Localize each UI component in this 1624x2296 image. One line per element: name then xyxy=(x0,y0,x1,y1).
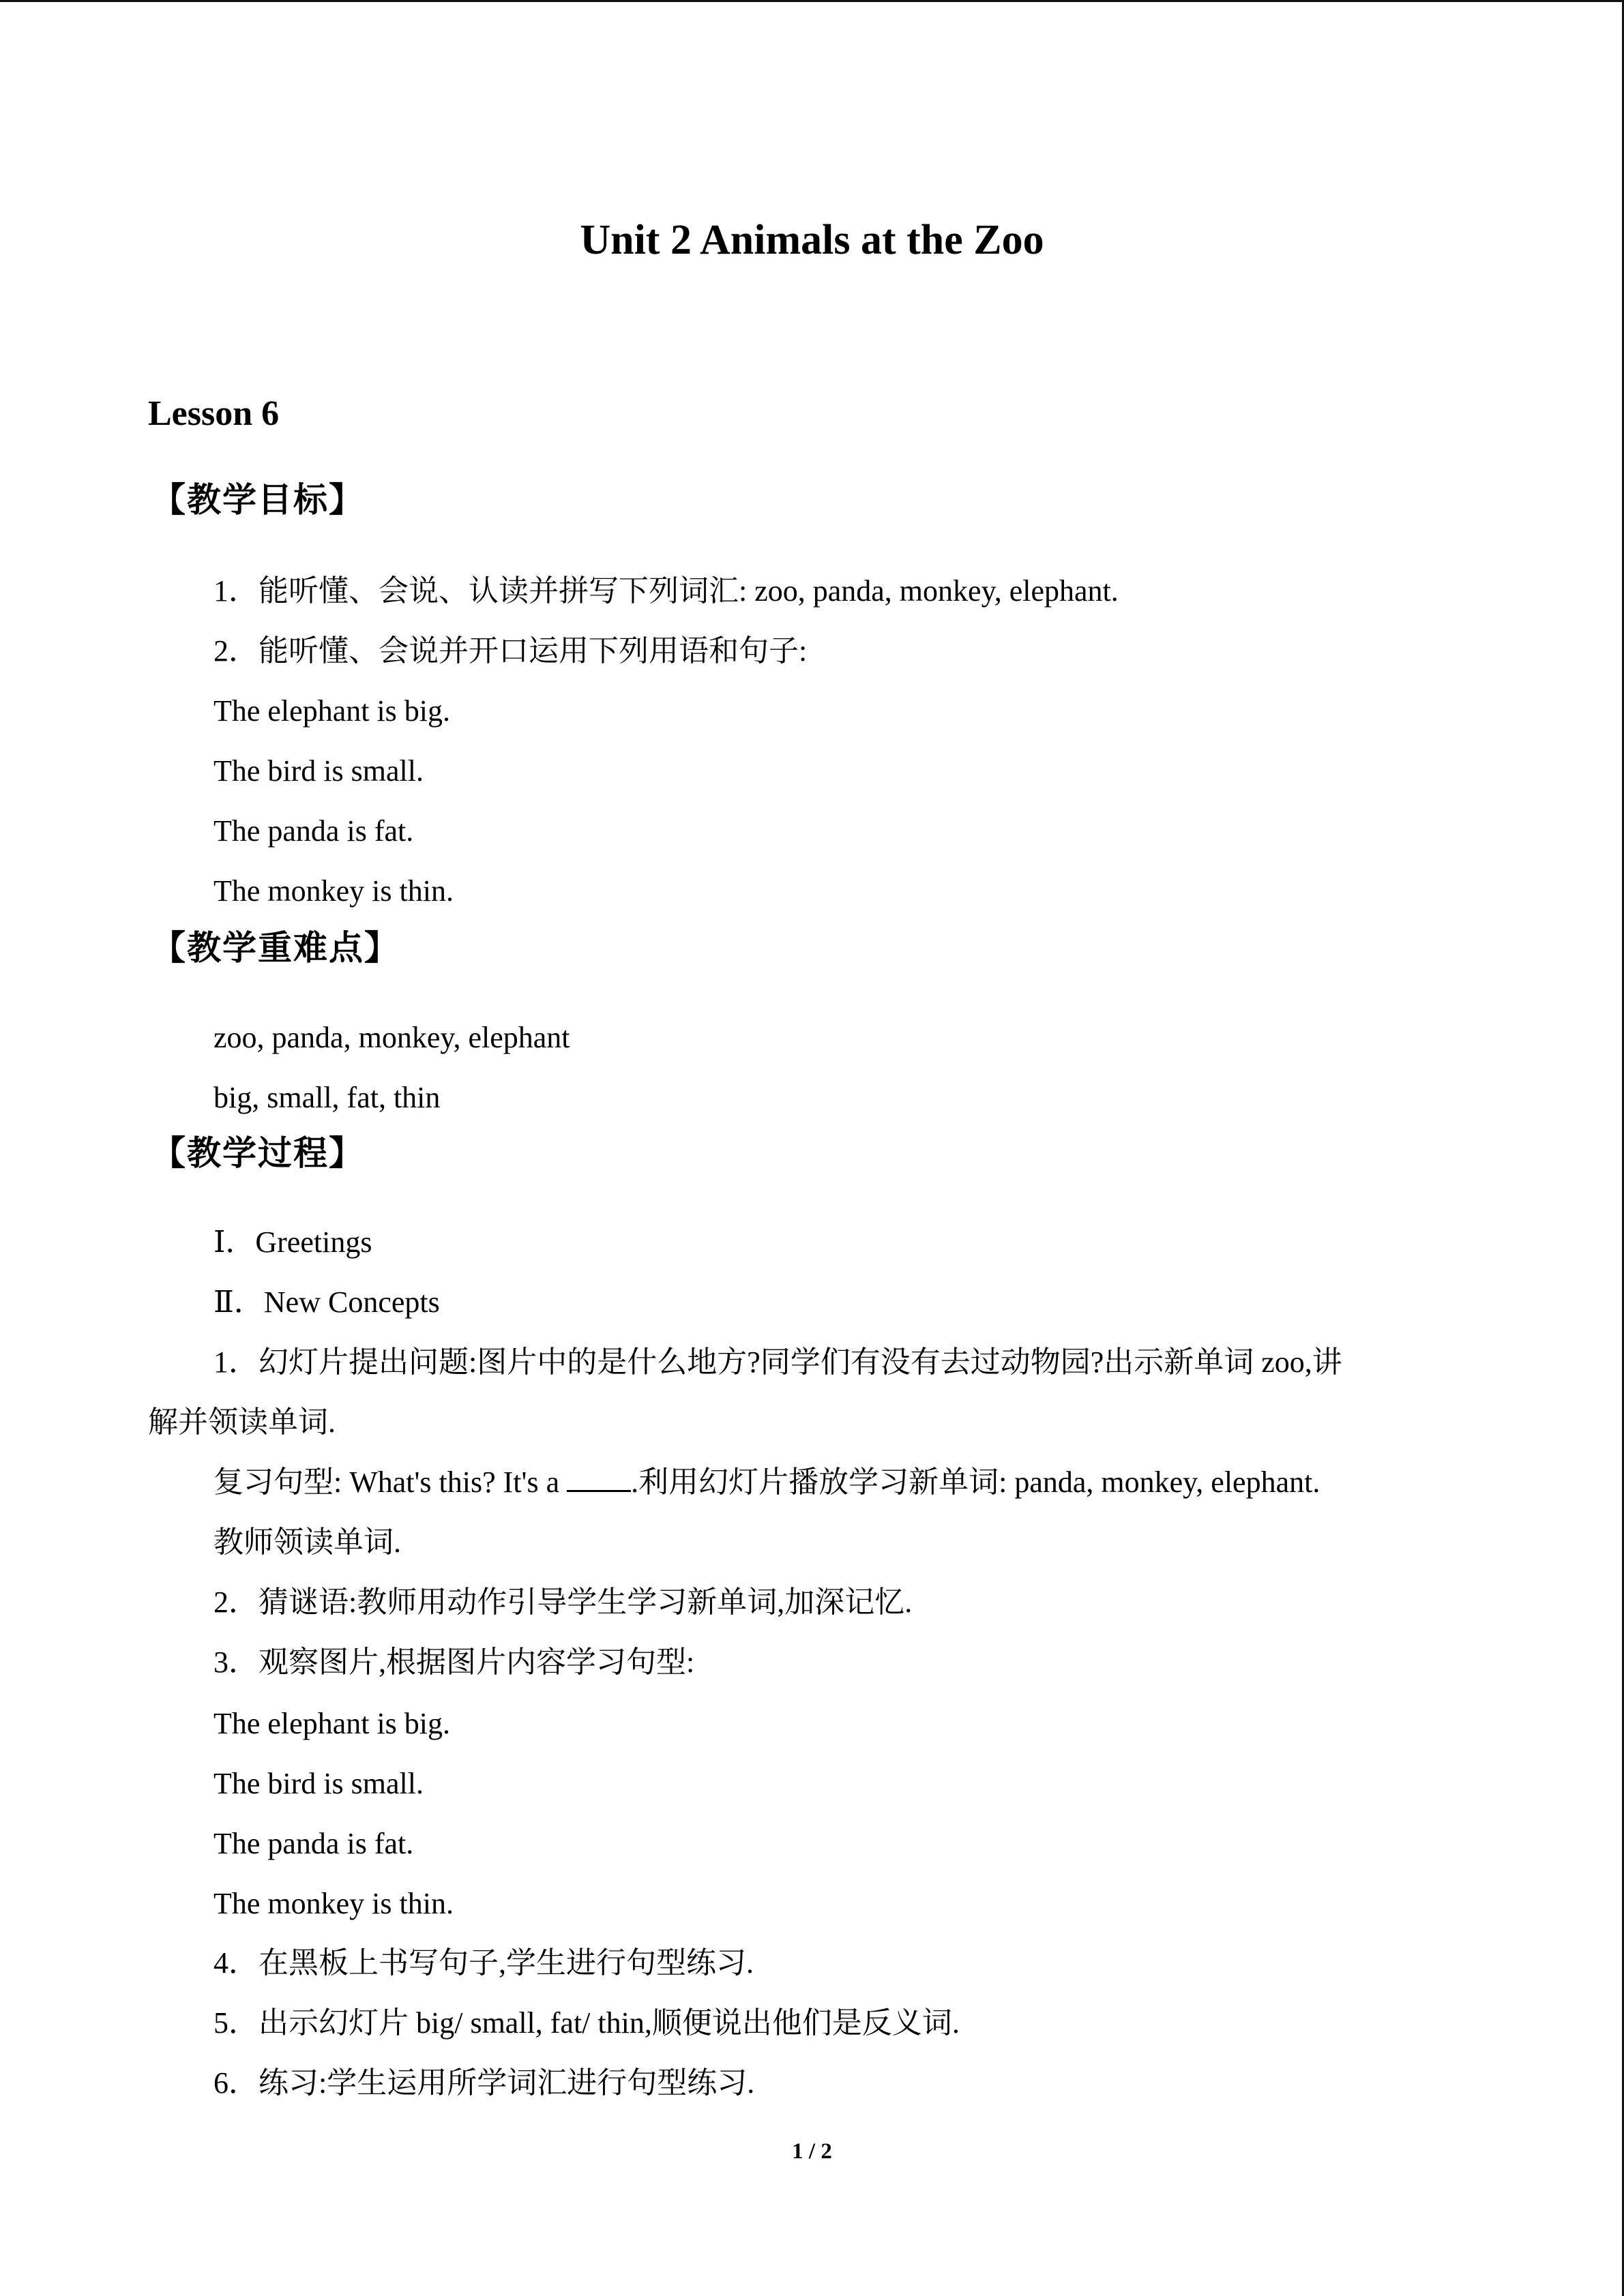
process-step-6: 6．练习:学生运用所学词汇进行句型练习. xyxy=(213,2066,755,2100)
process-step-2: 2．猜谜语:教师用动作引导学生学习新单词,加深记忆. xyxy=(213,1585,913,1619)
document-title: Unit 2 Animals at the Zoo xyxy=(580,217,1044,263)
page-number: 1 / 2 xyxy=(792,2139,832,2164)
process-step-1: 1．幻灯片提出问题:图片中的是什么地方?同学们有没有去过动物园?出示新单词 zoo,讲 xyxy=(213,1345,1342,1379)
section-heading-objectives: 【教学目标】 xyxy=(151,480,364,520)
process-stage: Ⅰ．Greetings xyxy=(213,1225,372,1259)
example-sentence: The elephant is big. xyxy=(213,1707,451,1740)
review-suffix: .利用幻灯片播放学习新单词: panda, monkey, elephant. xyxy=(631,1465,1320,1499)
example-sentence: The bird is small. xyxy=(213,754,424,788)
example-sentence: The elephant is big. xyxy=(213,694,451,728)
process-stage: Ⅱ．New Concepts xyxy=(213,1285,440,1319)
objective-item: 2．能听懂、会说并开口运用下列用语和句子: xyxy=(213,634,808,668)
fill-in-blank xyxy=(567,1470,631,1492)
example-sentence: The panda is fat. xyxy=(213,814,414,848)
process-step-1-continued: 解并领读单词. xyxy=(148,1405,336,1439)
review-prefix: 复习句型: What's this? It's a xyxy=(213,1465,567,1499)
example-sentence: The monkey is thin. xyxy=(213,1887,454,1920)
review-pattern-line xyxy=(213,1467,1320,1497)
teacher-reads-line: 教师领读单词. xyxy=(213,1525,401,1559)
example-sentence: The monkey is thin. xyxy=(213,874,454,908)
key-vocabulary-line: zoo, panda, monkey, elephant xyxy=(213,1021,570,1054)
example-sentence: The panda is fat. xyxy=(213,1827,414,1860)
objective-item: 1．能听懂、会说、认读并拼写下列词汇: zoo, panda, monkey, elephant. xyxy=(213,574,1119,608)
process-step-4: 4．在黑板上书写句子,学生进行句型练习. xyxy=(213,1946,754,1980)
key-vocabulary-line: big, small, fat, thin xyxy=(213,1081,441,1114)
lesson-heading: Lesson 6 xyxy=(148,394,280,433)
process-step-3: 3．观察图片,根据图片内容学习句型: xyxy=(213,1645,695,1679)
process-step-5: 5．出示幻灯片 big/ small, fat/ thin,顺便说出他们是反义词. xyxy=(213,2006,960,2040)
section-heading-process: 【教学过程】 xyxy=(151,1133,364,1173)
example-sentence: The bird is small. xyxy=(213,1767,424,1800)
section-heading-key-points: 【教学重难点】 xyxy=(151,928,400,968)
